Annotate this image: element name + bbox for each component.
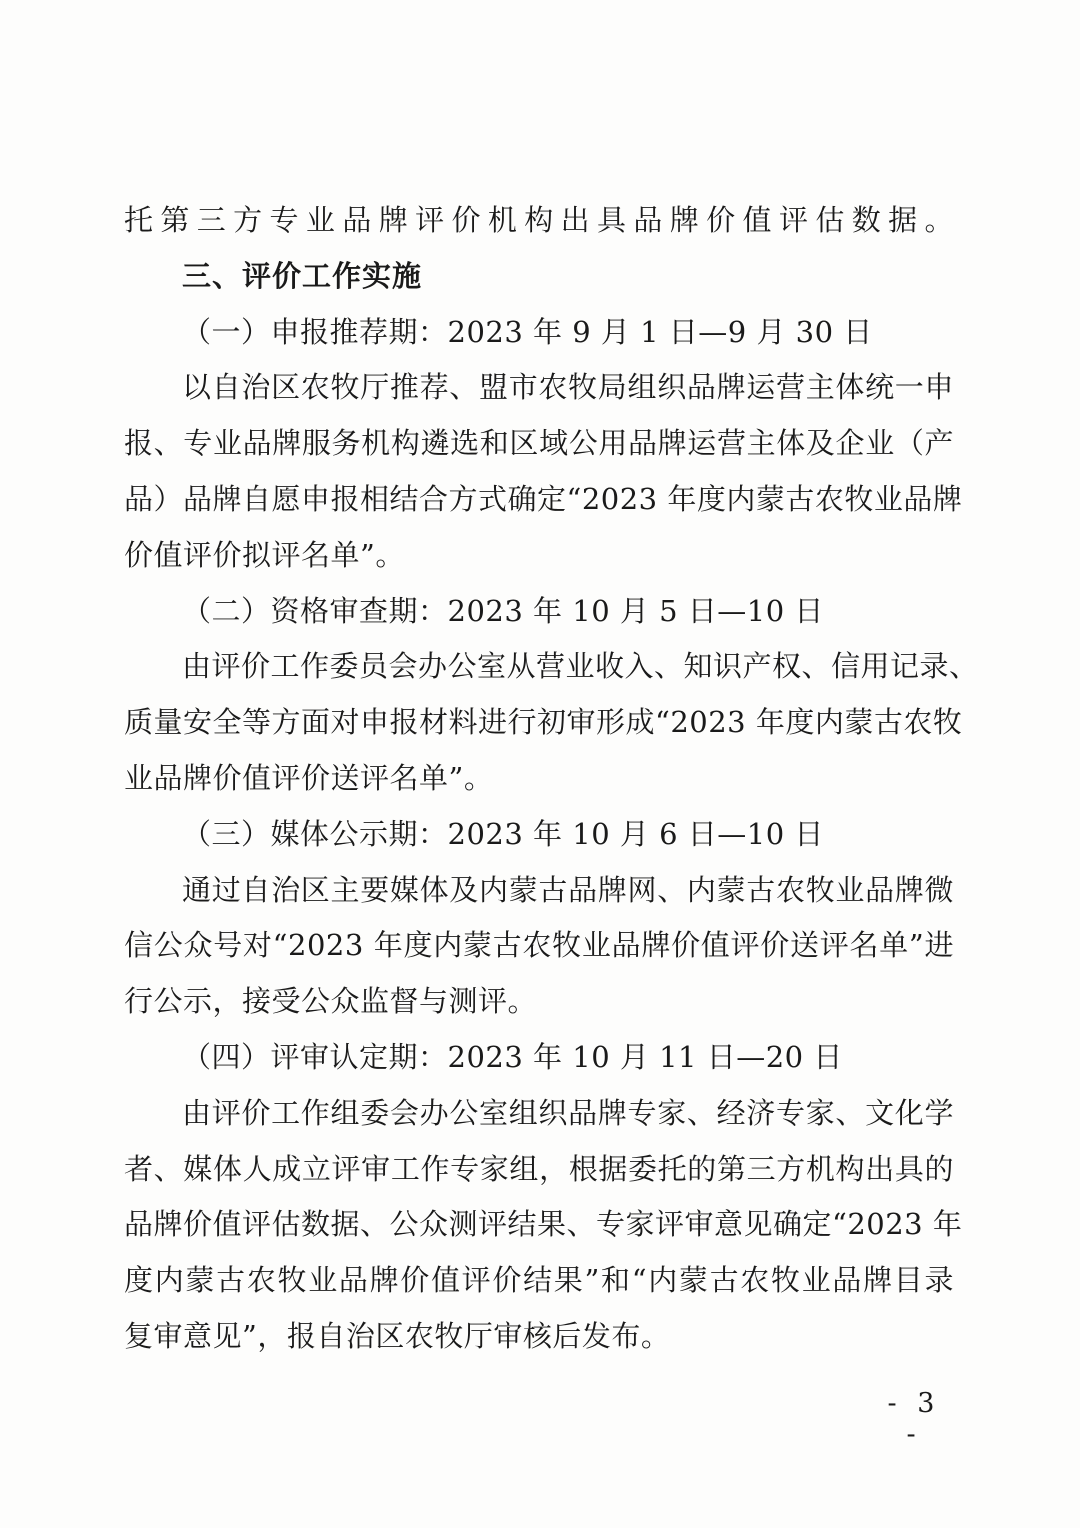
subsection-heading: （三）媒体公示期：2023 年 10 月 6 日—10 日 [182, 816, 824, 851]
body-text-line: 者、媒体人成立评审工作专家组，根据委托的第三方机构出具的 [124, 1151, 954, 1186]
section-heading: 三、评价工作实施 [182, 258, 423, 293]
body-text-line: 复审意见”，报自治区农牧厅审核后发布。 [124, 1318, 671, 1353]
body-text-line: 报、专业品牌服务机构遴选和区域公用品牌运营主体及企业（产 [124, 426, 954, 461]
body-text-line: 以自治区农牧厅推荐、盟市农牧局组织品牌运营主体统一申 [182, 370, 954, 405]
body-text-line: 托第三方专业品牌评价机构出具品牌价值评估数据。 [124, 203, 954, 237]
body-text-line: 品）品牌自愿申报相结合方式确定“2023 年度内蒙古农牧业品牌 [124, 481, 963, 516]
body-text-line: 度内蒙古农牧业品牌价值评价结果”和“内蒙古农牧业品牌目录 [124, 1263, 954, 1298]
body-text-line: 通过自治区主要媒体及内蒙古品牌网、内蒙古农牧业品牌微 [182, 872, 954, 907]
document-body [124, 193, 979, 1365]
body-text-line: 由评价工作组委会办公室组织品牌专家、经济专家、文化学 [182, 1095, 954, 1130]
body-text-line: 行公示，接受公众监督与测评。 [124, 984, 538, 1019]
body-text-line: 业品牌价值评价送评名单”。 [124, 760, 494, 795]
subsection-heading: （一）申报推荐期：2023 年 9 月 1 日—9 月 30 日 [182, 314, 873, 349]
body-text-line: 价值评价拟评名单”。 [124, 537, 405, 572]
page-number: - 3 - [887, 1388, 941, 1450]
body-text-line: 品牌价值评估数据、公众测评结果、专家评审意见确定“2023 年 [124, 1207, 963, 1242]
body-text-line: 由评价工作委员会办公室从营业收入、知识产权、信用记录、 [182, 649, 979, 684]
subsection-heading: （四）评审认定期：2023 年 10 月 11 日—20 日 [182, 1039, 843, 1074]
body-text-line: 信公众号对“2023 年度内蒙古农牧业品牌价值评价送评名单”进 [124, 928, 954, 963]
body-text-line: 质量安全等方面对申报材料进行初审形成“2023 年度内蒙古农牧 [124, 705, 963, 740]
subsection-heading: （二）资格审查期：2023 年 10 月 5 日—10 日 [182, 593, 824, 628]
